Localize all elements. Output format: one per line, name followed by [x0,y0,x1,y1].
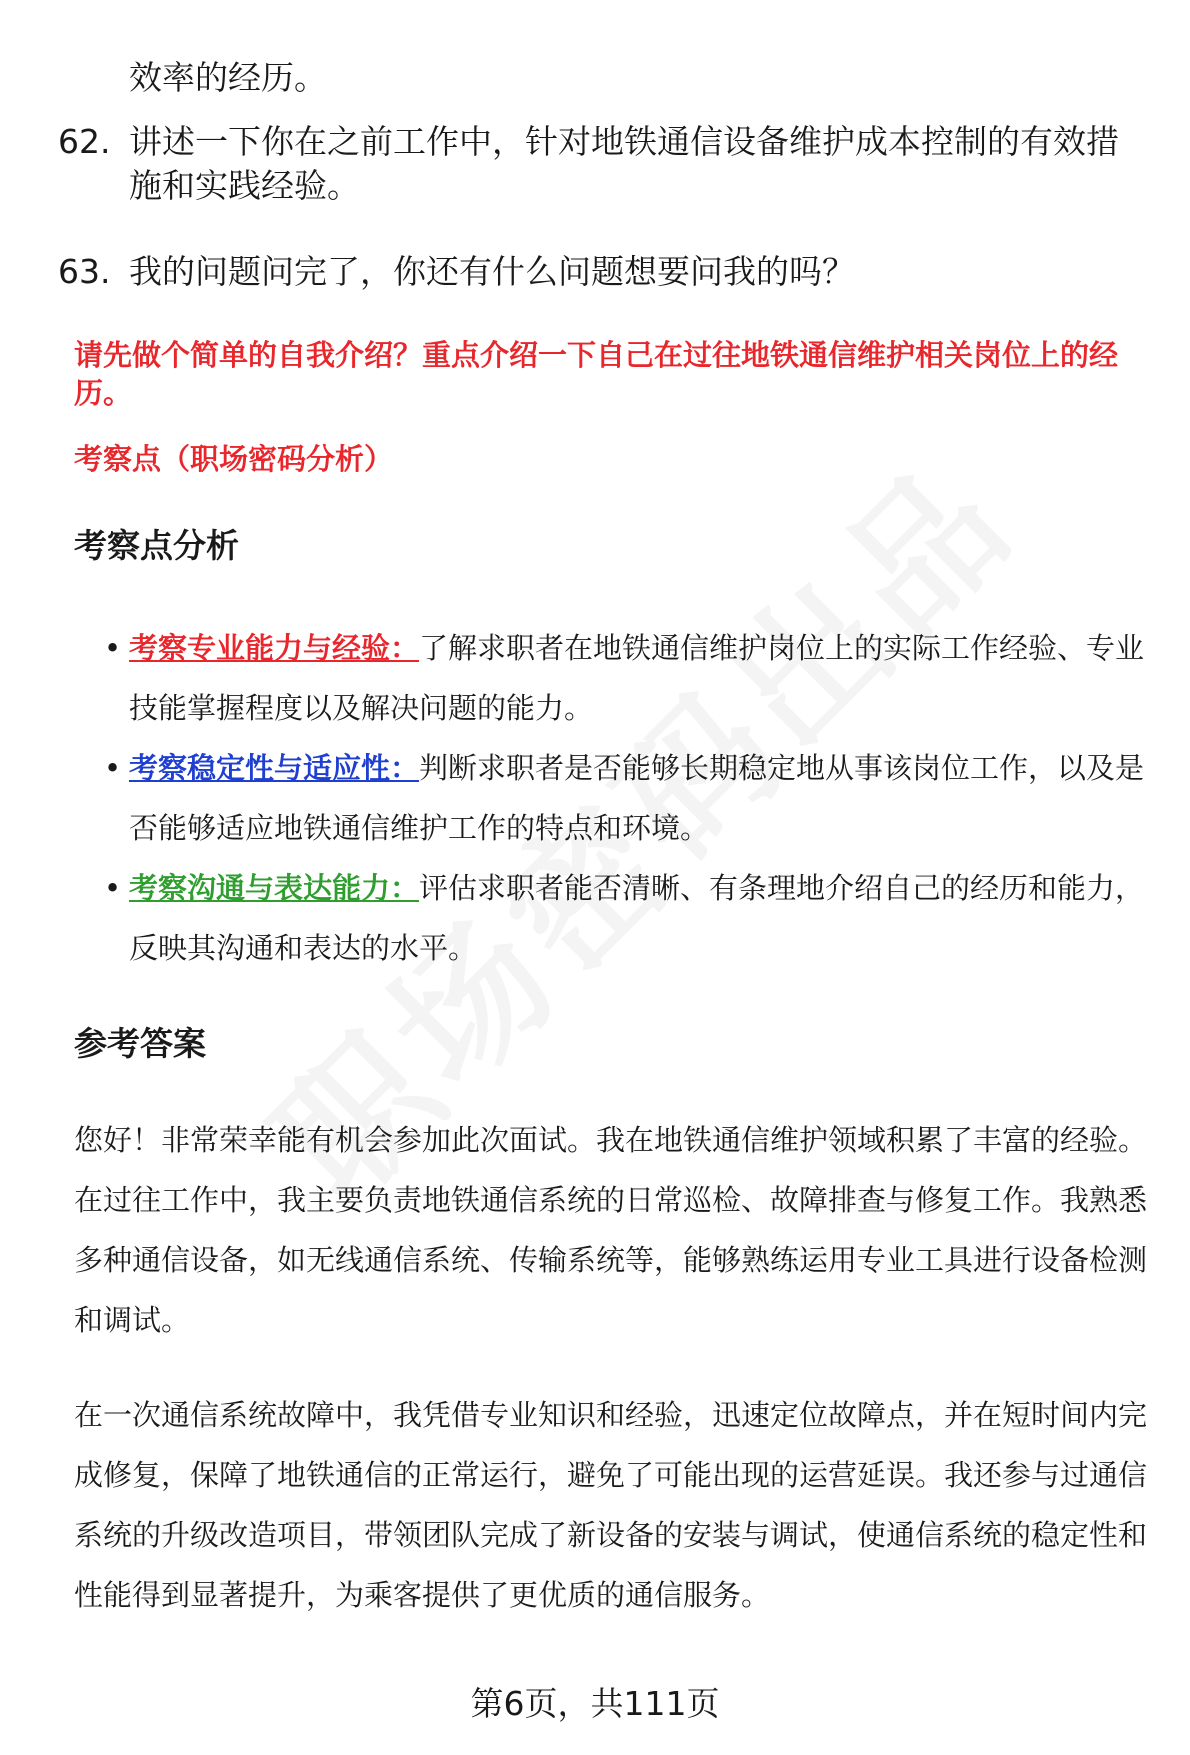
answer-paragraph: 在一次通信系统故障中，我凭借专业知识和经验，迅速定位故障点，并在短时间内完成修复，保障了地铁通信的正常运行，避免了可能出现的运营延误。我还参与过通信系统的升级改造项目，带领团队完成了新设备的安装与调试，使通信系统的稳定性和性能得到显著提升，为乘客提供了更优质的通信服务。 [74,1398,1148,1612]
bullet-text: 判断求职者是否能够长期稳定地从事该岗位工作，以及是否能够适应地铁通信维护工作的特点和环境。 [129,751,1145,845]
bullet-text: 了解求职者在地铁通信维护岗位上的实际工作经验、专业技能掌握程度以及解决问题的能力。 [129,631,1145,725]
question-text: 我的问题问完了，你还有什么问题想要问我的吗？ [129,252,855,291]
bullet-label: 考察沟通与表达能力： [129,871,420,905]
bullet-dot-icon: • [104,751,122,785]
bullet-dot-icon: • [104,871,122,905]
analysis-list [74,618,1164,978]
bullet-label: 考察专业能力与经验： [129,631,420,665]
question-text: 讲述一下你在之前工作中，针对地铁通信设备维护成本控制的有效措施和实践经验。 [129,122,1119,205]
section-subtitle: 考察点（职场密码分析） [74,442,394,476]
analysis-heading: 考察点分析 [74,526,239,565]
bullet-text: 评估求职者能否清晰、有条理地介绍自己的经历和能力，反映其沟通和表达的水平。 [129,871,1145,965]
question-number: 62. [58,122,111,161]
list-item [74,618,1164,738]
list-item [74,858,1164,978]
bullet-dot-icon: • [104,631,122,665]
answer-heading: 参考答案 [74,1024,206,1063]
page-footer: 第6页，共111页 [470,1684,720,1723]
previous-question-continuation: 效率的经历。 [129,58,327,97]
answer-paragraph: 您好！非常荣幸能有机会参加此次面试。我在地铁通信维护领域积累了丰富的经验。在过往工作中，我主要负责地铁通信系统的日常巡检、故障排查与修复工作。我熟悉多种通信设备，如无线通信系统、传输系统等，能够熟练运用专业工具进行设备检测和调试。 [74,1123,1148,1337]
question-number: 63. [58,252,111,291]
bullet-label: 考察稳定性与适应性： [129,751,420,785]
list-item [74,738,1164,858]
section-title: 请先做个简单的自我介绍？重点介绍一下自己在过往地铁通信维护相关岗位上的经历。 [74,338,1119,410]
